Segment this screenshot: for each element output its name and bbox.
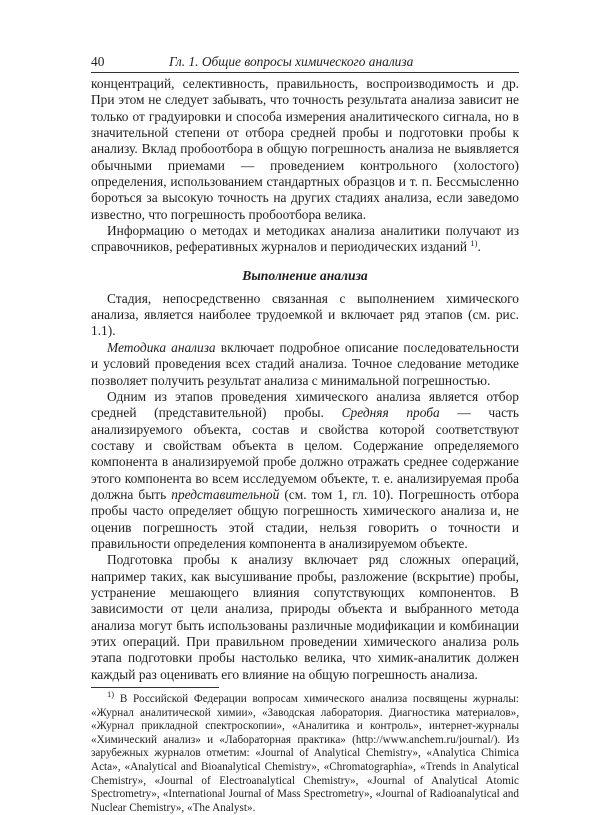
term-method: Методика анализа [107,339,216,355]
paragraph-continued: концентраций, селективность, правильность, воспроизводимость и др. При этом не следует забывать, что точность результата анализа зависит не только от градуировки и способа измерения аналитического сигнала, но в значительной степени от отбора средней пробы и подготовки пробы к анализу. Вклад пробоотбора в общую погрешность анализа не выявляется обычными приемами — проведением контрольного (холостого) определения, использованием стандартных образцов и т. п. Бессмысленно бороться за высокую точность на других стадиях анализа, если заведомо известно, что погрешность пробоотбора велика. [91,76,519,222]
paragraph-sampling [91,389,519,552]
section-title: Выполнение анализа [242,267,368,283]
footnote [91,689,519,815]
footnote-mark: 1) [107,689,115,700]
page-number: 40 [91,54,105,69]
paragraph-stage: Стадия, непосредственно связанная с выполнением химического анализа, является наиболее трудоемкой и включает ряд этапов (см. рис. 1.1). [91,290,519,339]
paragraph-sampling-text-b: — часть анализируемого объекта, состав и свойства которой соответствуют составу и свойствам объекта в целом. Содержание определяемого компонента в анализируемой пробе должно отражать среднее содержание этого компонента во всем исследуемом объекте, т. е. анализируемая проба должна быть [91,405,519,502]
term-average-sample: Средняя проба [341,405,440,421]
paragraph-sources-text: Информацию о методах и методиках анализа аналитики получают из справочников, реферативных журналов и периодических изданий [91,223,519,255]
body-text [91,76,519,683]
paragraph-method-text: включает подробное описание последовательности и условий проведения всех стадий анализа. Точное следование методике позволяет получить результат анализа с минимальной погрешностью. [91,339,519,388]
paragraph-sources-end: . [477,239,481,255]
paragraph-method [91,340,519,389]
paragraph-preparation: Подготовка пробы к анализу включает ряд сложных операций, например таких, как высушивание пробы, разложение (вскрытие) пробы, устранение мешающего влияния сопутствующих компонентов. В зависимости от цели анализа, природы объекта и выбранного метода анализа могут быть использованы различные модификации и комбинации этих операций. При правильном проведении химического анализа роль этапа подготовки пробы настолько велика, что химик-аналитик должен каждый раз оценивать его влияние на общую погрешность анализа. [91,552,519,682]
footnote-divider [91,687,219,688]
footnote-body: В Российской Федерации вопросам химического анализа посвящены журналы: «Журнал аналитической химии», «Заводская лаборатория. Диагностика материалов», «Журнал прикладной спектроскопии», «Аналитика и контроль», интернет-журналы «Химический анализ» и «Лабораторная практика» (http://www.anchem.ru/journal/). Из зарубежных журналов отметим: «Journal of Analytical Chemistry», «Analytica Chimica Acta», «Analytical and Bioanalytical Chemistry», «Chromatographia», «Trends in Analytical Chemistry», «Journal of Electroanalytical Chemistry», «Journal of Analytical Atomic Spectrometry», «International Journal of Mass Spectrometry», «Journal of Radioanalytical and Nuclear Chemistry», «The Analyst». [91,693,519,814]
paragraph-sources [91,223,519,256]
term-representative: представительной [171,486,280,502]
paragraph-sampling-text-c: (см. том 1, гл. 10). Погрешность отбора пробы часто определяет общую погрешность химического анализа и, не оценив погрешность этой стадии, нельзя говорить о точности и правильности определения компонента в анализируемом объекте. [91,486,519,551]
paragraph-sampling-text-a: Одним из этапов проведения химического анализа является отбор средней (представительной) пробы. [91,388,519,421]
running-title: Гл. 1. Общие вопросы химического анализа [169,54,414,69]
running-header [91,52,519,73]
footnote-text [91,689,519,815]
footnote-reference: 1) [470,238,478,249]
book-page [91,52,519,815]
